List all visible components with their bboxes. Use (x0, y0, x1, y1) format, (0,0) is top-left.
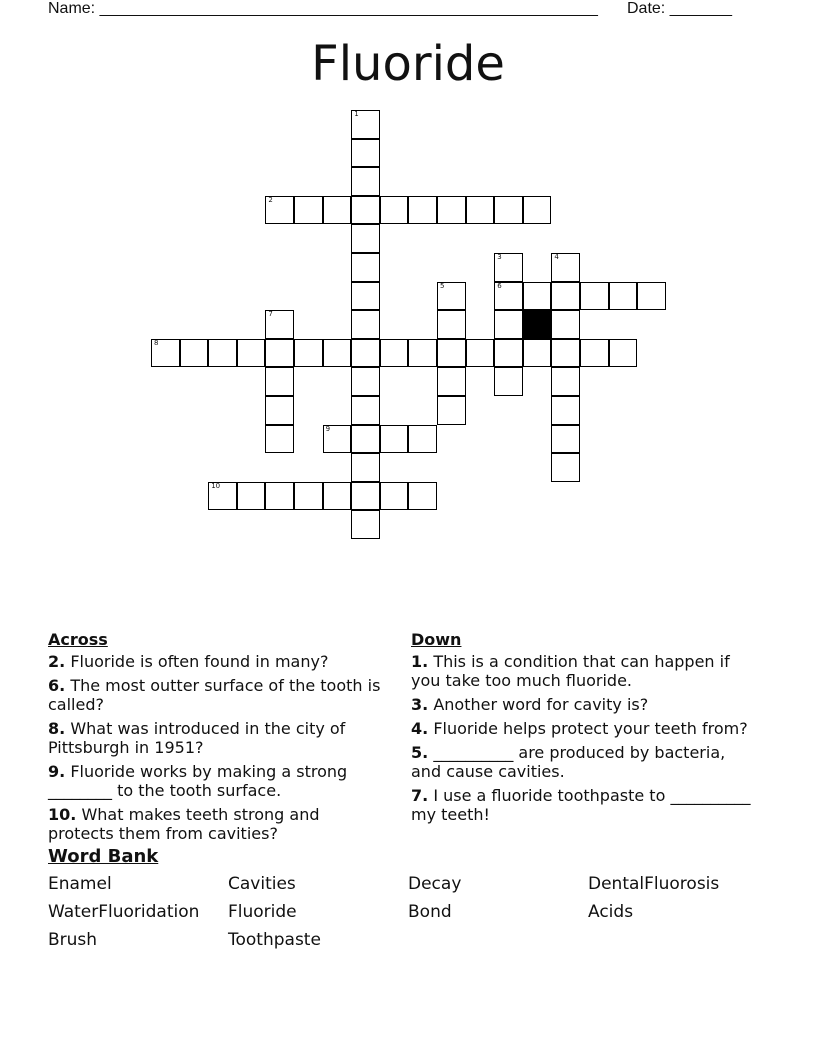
grid-cell[interactable] (380, 425, 409, 454)
across-clues (48, 630, 388, 848)
grid-cell[interactable] (551, 282, 580, 311)
clue-text: Fluoride helps protect your teeth from? (433, 719, 748, 738)
clue-number-label: 3 (497, 253, 502, 261)
grid-cell[interactable] (323, 339, 352, 368)
grid-cell[interactable] (351, 482, 380, 511)
clue-number: 9. (48, 762, 66, 781)
grid-cell[interactable] (351, 167, 380, 196)
clue-number: 5. (411, 743, 429, 762)
across-heading: Across (48, 630, 108, 649)
clue-number-label: 10 (211, 481, 221, 490)
name-field-label: Name: ________________________________________________________ (48, 0, 598, 17)
grid-cell[interactable] (494, 339, 523, 368)
grid-cell[interactable] (351, 425, 380, 454)
grid-cell[interactable] (494, 196, 523, 225)
grid-cell[interactable] (351, 396, 380, 425)
grid-cell[interactable] (523, 196, 552, 225)
date-field-label: Date: _______ (627, 0, 732, 17)
clue-number: 2. (48, 652, 66, 671)
grid-cell[interactable] (466, 196, 495, 225)
grid-cell[interactable] (551, 453, 580, 482)
grid-cell[interactable] (265, 339, 294, 368)
grid-cell[interactable] (494, 310, 523, 339)
down-clues (411, 630, 751, 829)
grid-cell[interactable] (437, 310, 466, 339)
grid-cell[interactable] (408, 425, 437, 454)
word-bank-word: Enamel (48, 874, 112, 894)
grid-cell[interactable] (265, 367, 294, 396)
word-bank-word: Acids (588, 902, 634, 922)
clue-text: What makes teeth strong and protects them from cavities? (48, 805, 320, 843)
grid-cell[interactable] (637, 282, 666, 311)
down-heading: Down (411, 630, 462, 649)
across-clue (48, 805, 388, 843)
clue-number-label: 5 (440, 281, 445, 290)
grid-cell[interactable] (351, 110, 380, 139)
grid-cell[interactable] (351, 453, 380, 482)
grid-cell[interactable] (609, 282, 638, 311)
clue-text: Fluoride works by making a strong ________ to the tooth surface. (48, 762, 348, 800)
clue-number-label: 6 (497, 281, 502, 290)
word-bank-word: Toothpaste (228, 930, 321, 950)
grid-cell[interactable] (351, 339, 380, 368)
grid-cell[interactable] (551, 253, 580, 282)
down-clue (411, 786, 751, 824)
clue-text: __________ are produced by bacteria, and cause cavities. (411, 743, 726, 781)
across-clue (48, 652, 388, 671)
grid-cell[interactable] (523, 282, 552, 311)
across-clue (48, 719, 388, 757)
grid-cell[interactable] (437, 196, 466, 225)
down-clue (411, 743, 751, 781)
grid-cell[interactable] (609, 339, 638, 368)
grid-cell[interactable] (551, 425, 580, 454)
grid-cell[interactable] (437, 282, 466, 311)
grid-cell[interactable] (351, 224, 380, 253)
grid-cell[interactable] (237, 482, 266, 511)
clue-number: 8. (48, 719, 66, 738)
word-bank-word: Cavities (228, 874, 296, 894)
grid-cell[interactable] (294, 482, 323, 511)
down-clue (411, 719, 751, 738)
grid-cell[interactable] (523, 339, 552, 368)
grid-cell[interactable] (237, 339, 266, 368)
clue-text: The most outter surface of the tooth is called? (48, 676, 381, 714)
grid-cell[interactable] (294, 339, 323, 368)
grid-cell[interactable] (351, 310, 380, 339)
clue-number: 3. (411, 695, 429, 714)
grid-cell[interactable] (265, 396, 294, 425)
grid-cell[interactable] (437, 396, 466, 425)
grid-cell[interactable] (408, 196, 437, 225)
grid-cell[interactable] (380, 196, 409, 225)
grid-cell[interactable] (580, 282, 609, 311)
word-bank-word: Brush (48, 930, 98, 950)
word-bank-word: WaterFluoridation (48, 902, 200, 922)
down-clue (411, 652, 751, 690)
clue-text: What was introduced in the city of Pittsburgh in 1951? (48, 719, 346, 757)
clue-number-label: 8 (154, 338, 159, 347)
grid-cell[interactable] (437, 367, 466, 396)
across-clue (48, 762, 388, 800)
clue-number: 7. (411, 786, 429, 805)
word-bank-word: Fluoride (228, 902, 297, 922)
clue-text: I use a fluoride toothpaste to __________ my teeth! (411, 786, 751, 824)
grid-cell[interactable] (380, 339, 409, 368)
clue-number: 6. (48, 676, 66, 695)
grid-cell[interactable] (351, 139, 380, 168)
grid-cell[interactable] (208, 482, 237, 511)
grid-cell[interactable] (551, 396, 580, 425)
grid-cell[interactable] (408, 339, 437, 368)
clue-number-label: 7 (268, 310, 273, 319)
clue-text: Fluoride is often found in many? (70, 652, 329, 671)
word-bank-word: Bond (408, 902, 452, 922)
page-title: Fluoride (311, 36, 505, 92)
grid-cell[interactable] (351, 196, 380, 225)
clue-number: 10. (48, 805, 77, 824)
grid-cell[interactable] (380, 482, 409, 511)
grid-cell[interactable] (551, 310, 580, 339)
grid-cell[interactable] (351, 367, 380, 396)
grid-cell[interactable] (351, 282, 380, 311)
clue-number-label: 2 (268, 195, 273, 204)
clue-number: 1. (411, 652, 429, 671)
clue-text: Another word for cavity is? (433, 695, 649, 714)
clue-text: This is a condition that can happen if you take too much fluoride. (411, 652, 730, 690)
grid-cell[interactable] (208, 339, 237, 368)
grid-cell[interactable] (466, 339, 495, 368)
grid-cell[interactable] (265, 425, 294, 454)
grid-cell[interactable] (323, 425, 352, 454)
clue-number: 4. (411, 719, 429, 738)
grid-cell[interactable] (323, 196, 352, 225)
grid-cell[interactable] (408, 482, 437, 511)
grid-cell[interactable] (265, 310, 294, 339)
grid-cell[interactable] (294, 196, 323, 225)
grid-cell[interactable] (151, 339, 180, 368)
grid-cell[interactable] (351, 510, 380, 539)
grid-cell[interactable] (580, 339, 609, 368)
grid-cell[interactable] (323, 482, 352, 511)
grid-cell[interactable] (494, 253, 523, 282)
grid-cell[interactable] (437, 339, 466, 368)
grid-block-cell (523, 310, 552, 339)
clue-number-label: 9 (325, 424, 331, 433)
word-bank-word: DentalFluorosis (588, 874, 720, 894)
grid-cell[interactable] (551, 367, 580, 396)
clue-number-label: 1 (354, 110, 359, 118)
word-bank-word: Decay (408, 874, 462, 894)
grid-cell[interactable] (265, 482, 294, 511)
grid-cell[interactable] (494, 367, 523, 396)
grid-cell[interactable] (351, 253, 380, 282)
grid-cell[interactable] (551, 339, 580, 368)
across-clue (48, 676, 388, 714)
grid-cell[interactable] (180, 339, 209, 368)
clue-number-label: 4 (554, 253, 559, 261)
word-bank-title: Word Bank (48, 846, 159, 867)
down-clue (411, 695, 751, 714)
grid-cell[interactable] (494, 282, 523, 311)
grid-cell[interactable] (265, 196, 294, 225)
